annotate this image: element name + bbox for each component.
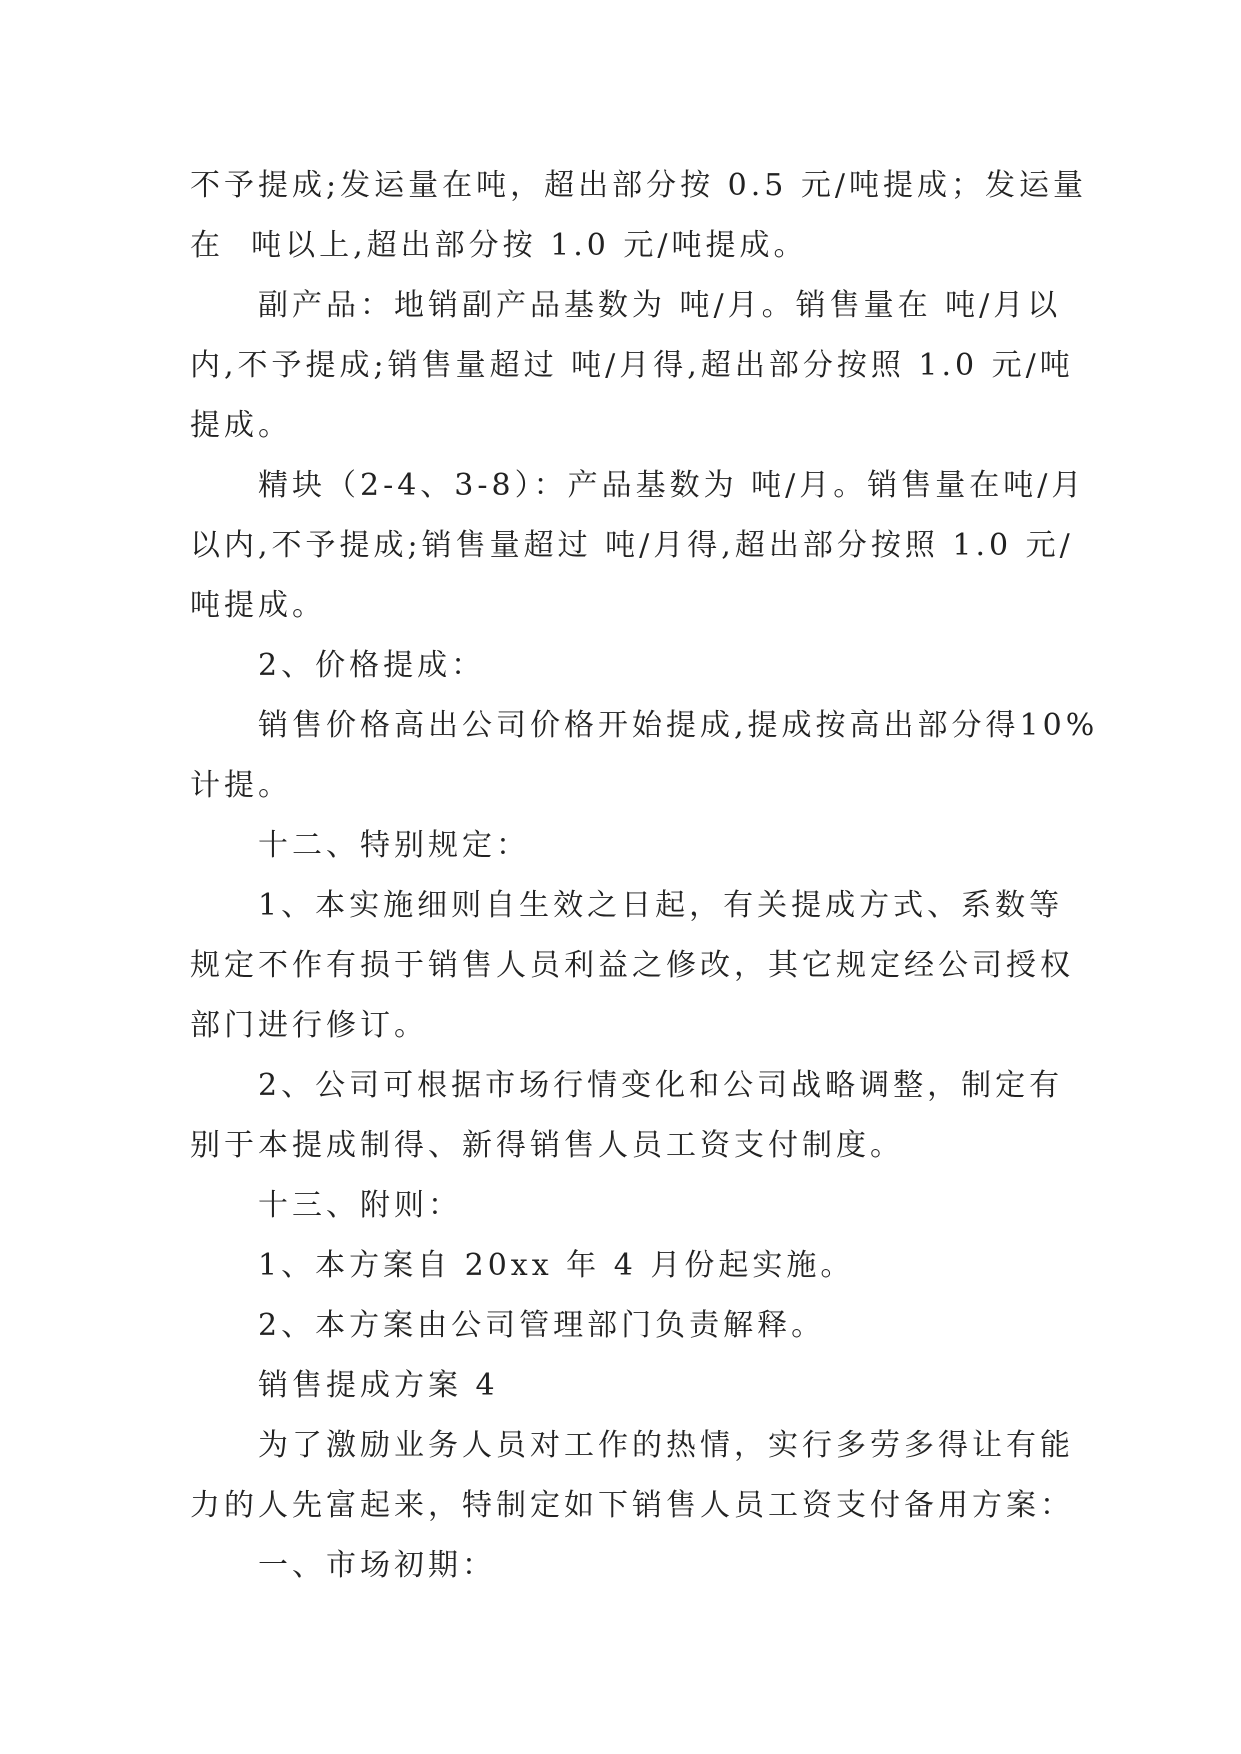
heading-supplementary: 十三、附则：: [258, 1188, 462, 1223]
text-line: 吨提成。: [190, 588, 326, 623]
text-line: 不予提成;发运量在吨，超出部分按 0.5 元/吨提成；发运量: [190, 168, 1087, 203]
paragraph-price: 销售价格高出公司价格开始提成,提成按高出部分得10%: [258, 708, 1099, 743]
heading-special-provisions: 十二、特别规定：: [258, 828, 530, 863]
text-line: 以内,不予提成;销售量超过 吨/月得,超出部分按照 1.0 元/: [190, 528, 1074, 563]
heading-price-commission: 2、价格提成：: [258, 648, 486, 683]
text-line: 部门进行修订。: [190, 1008, 428, 1043]
text-line: 提成。: [190, 408, 292, 443]
heading-market-initial: 一、市场初期：: [258, 1548, 496, 1583]
paragraph-effective-date: 1、本方案自 20xx 年 4 月份起实施。: [258, 1248, 855, 1283]
paragraph-fine-block: 精块（2-4、3-8）：产品基数为 吨/月。销售量在吨/月: [258, 468, 1086, 503]
paragraph-intro: 为了激励业务人员对工作的热情，实行多劳多得让有能: [258, 1428, 1074, 1463]
text-line: 计提。: [190, 768, 292, 803]
heading-plan-4: 销售提成方案 4: [258, 1368, 499, 1403]
text-line: 规定不作有损于销售人员利益之修改，其它规定经公司授权: [190, 948, 1074, 983]
paragraph-provision-2: 2、公司可根据市场行情变化和公司战略调整，制定有: [258, 1068, 1064, 1103]
text-line: 在 吨以上,超出部分按 1.0 元/吨提成。: [190, 228, 808, 263]
paragraph-byproduct: 副产品：地销副产品基数为 吨/月。销售量在 吨/月以: [258, 288, 1062, 323]
text-line: 力的人先富起来，特制定如下销售人员工资支付备用方案：: [190, 1488, 1074, 1523]
text-line: 内,不予提成;销售量超过 吨/月得,超出部分按照 1.0 元/吨: [190, 348, 1074, 383]
text-line: 别于本提成制得、新得销售人员工资支付制度。: [190, 1128, 904, 1163]
paragraph-provision-1: 1、本实施细则自生效之日起，有关提成方式、系数等: [258, 888, 1064, 923]
paragraph-interpretation: 2、本方案由公司管理部门负责解释。: [258, 1308, 826, 1343]
